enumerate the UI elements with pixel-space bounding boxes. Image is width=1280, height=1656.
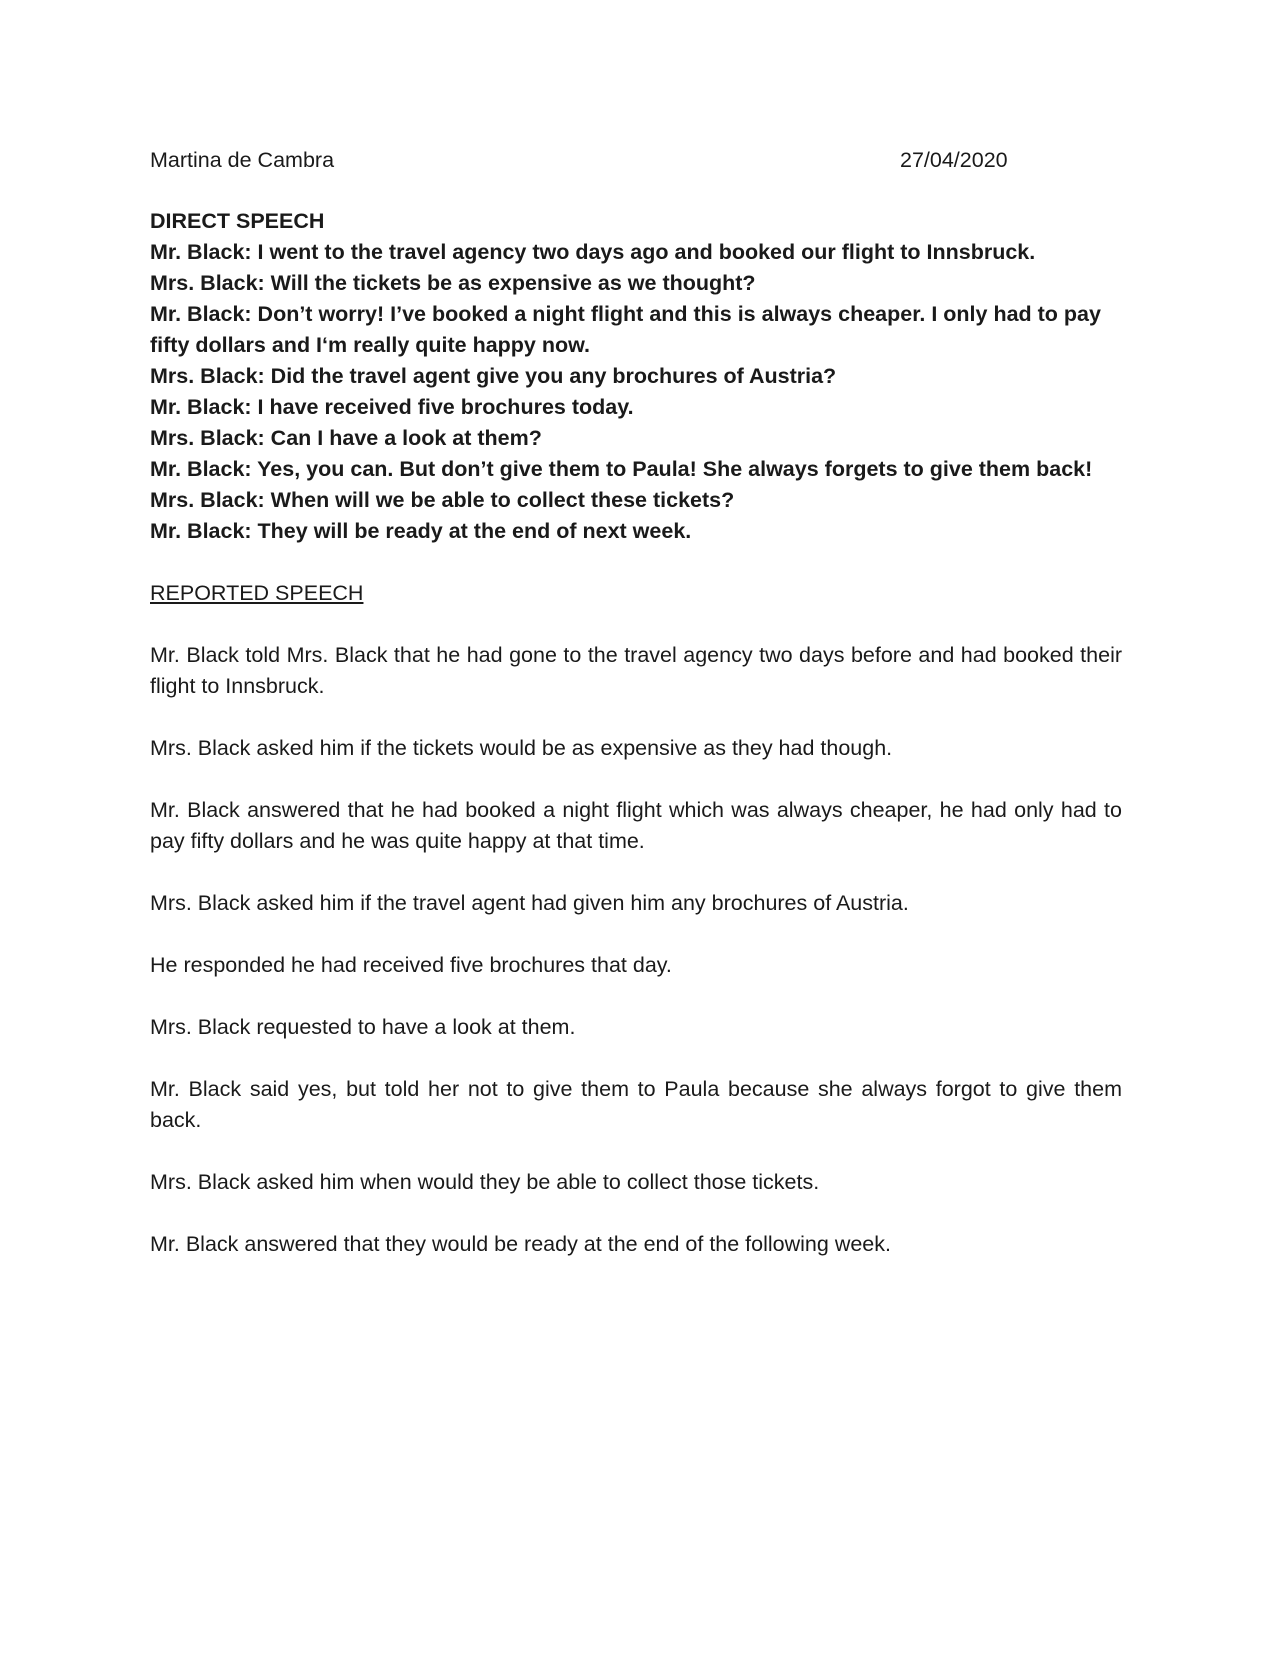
direct-speech-heading: DIRECT SPEECH — [150, 209, 325, 233]
document-page — [150, 145, 1122, 1260]
dialogue-line: Mrs. Black: When will we be able to collect these tickets? — [150, 488, 735, 512]
reported-paragraph: Mrs. Black asked him if the tickets would be as expensive as they had though. — [150, 736, 893, 760]
dialogue-line: Mrs. Black: Did the travel agent give you any brochures of Austria? — [150, 364, 837, 388]
reported-paragraph: Mr. Black said yes, but told her not to give them to Paula because she always forgot to give them back. — [150, 1077, 1122, 1132]
dialogue-line: Mrs. Black: Can I have a look at them? — [150, 426, 542, 450]
dialogue-line: Mr. Black: I have received five brochures today. — [150, 395, 634, 419]
dialogue-line: Mr. Black: I went to the travel agency two days ago and booked our flight to Innsbruck. — [150, 240, 1036, 264]
dialogue-line: Mr. Black: Yes, you can. But don’t give them to Paula! She always forgets to give them back! — [150, 457, 1093, 481]
direct-speech-section — [150, 206, 1122, 547]
reported-paragraph: He responded he had received five brochures that day. — [150, 953, 672, 977]
reported-paragraph: Mr. Black answered that they would be ready at the end of the following week. — [150, 1232, 891, 1256]
reported-paragraph: Mr. Black told Mrs. Black that he had gone to the travel agency two days before and had booked their flight to Innsbruck. — [150, 643, 1122, 698]
reported-paragraph: Mrs. Black requested to have a look at them. — [150, 1015, 576, 1039]
reported-speech-heading: REPORTED SPEECH — [150, 581, 364, 605]
reported-paragraph: Mr. Black answered that he had booked a night flight which was always cheaper, he had only had to pay fifty dollars and he was quite happy at that time. — [150, 798, 1122, 853]
author-name: Martina de Cambra — [150, 148, 335, 172]
dialogue-line: Mrs. Black: Will the tickets be as expensive as we thought? — [150, 271, 756, 295]
reported-paragraph: Mrs. Black asked him if the travel agent had given him any brochures of Austria. — [150, 891, 909, 915]
document-header — [150, 145, 1122, 175]
document-date: 27/04/2020 — [900, 148, 1008, 172]
reported-paragraph: Mrs. Black asked him when would they be able to collect those tickets. — [150, 1170, 820, 1194]
dialogue-line: Mr. Black: Don’t worry! I’ve booked a night flight and this is always cheaper. I only had to pay fifty dollars and I‘m really quite happy now. — [150, 302, 1101, 357]
dialogue-line: Mr. Black: They will be ready at the end of next week. — [150, 519, 692, 543]
